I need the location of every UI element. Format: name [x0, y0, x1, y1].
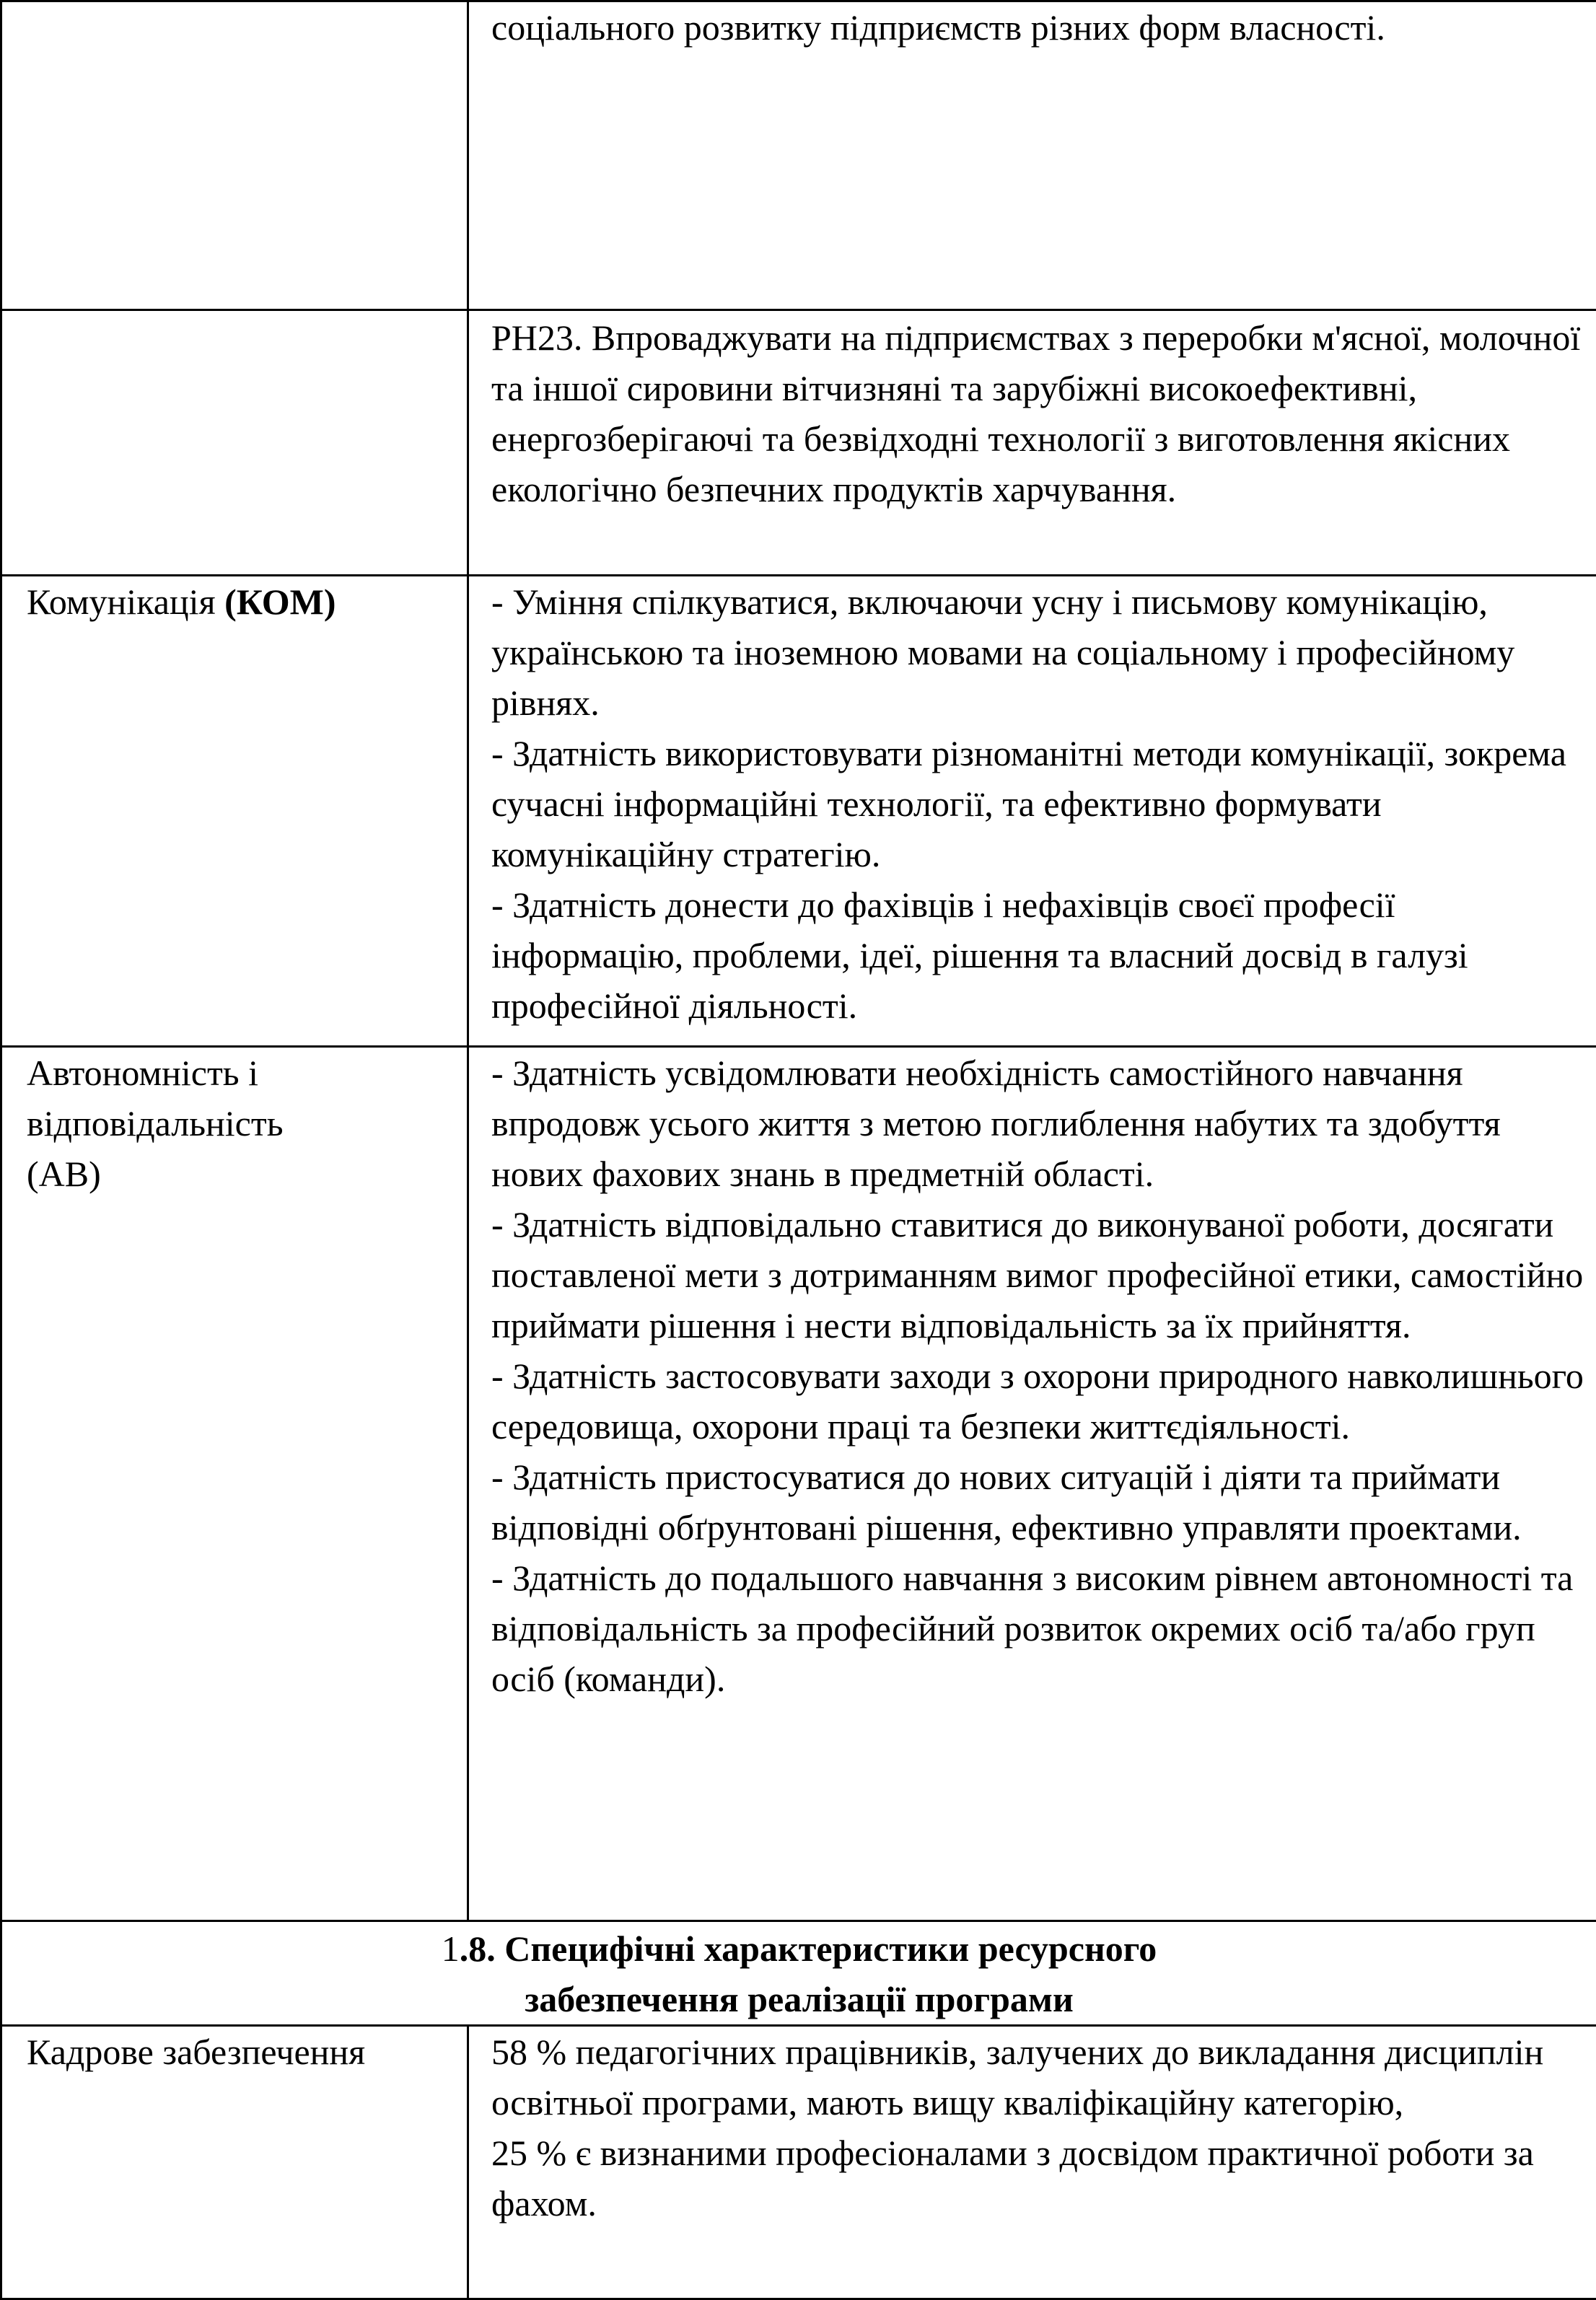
autonomy-item: - Здатність відповідально ставитися до виконуваної роботи, досягати поставленої мети з дотриманням вимог професійної етики, самостійно приймати рішення і нести відповідальність за їх прийняття.: [491, 1199, 1596, 1351]
content-paragraph: соціального розвитку підприємств різних форм власності.: [491, 2, 1593, 53]
staffing-label: Кадрове забезпечення: [1, 2026, 468, 2299]
row-label-cell: [1, 310, 468, 576]
table-row: [1, 1, 1596, 310]
staffing-item: 58 % педагогічних працівників, залучених до викладання дисциплін освітньої програми, мають вищу кваліфікаційну категорію,: [491, 2027, 1596, 2128]
staffing-item: 25 % є визнаними професіоналами з досвідом практичної роботи за фахом.: [491, 2128, 1596, 2229]
communication-item: - Здатність використовувати різноманітні методи комунікації, зокрема сучасні інформаційні технології, та ефективно формувати комунікаційну стратегію.: [491, 728, 1593, 879]
row-label-cell: [1, 1, 468, 310]
row-label-cell: [1, 576, 468, 1047]
communication-code: (КОМ): [224, 581, 336, 622]
table-row: [1, 2026, 1596, 2299]
section-header-row: [1, 1921, 1596, 2026]
section-header: [1, 1921, 1596, 2026]
communication-label: Комунікація: [27, 581, 224, 622]
row-content-cell: [468, 576, 1596, 1047]
section-title: Специфічні характеристики ресурсного: [504, 1928, 1157, 1969]
section-title-line-2: забезпечення реалізації програми: [2, 1974, 1596, 2024]
autonomy-item: - Здатність пристосуватися до нових ситуацій і діяти та приймати відповідні обґрунтовані рішення, ефективно управляти проектами.: [491, 1452, 1596, 1553]
learning-outcome-rn23: РН23. Впроваджувати на підприємствах з переробки м'ясної, молочної та іншої сировини вітчизняні та зарубіжні високоефективні, енергозберігаючі та безвідходні технології з виготовлення якісних екологічно безпечних продуктів харчування.: [491, 312, 1593, 514]
row-content-cell: [468, 2026, 1596, 2299]
autonomy-item: - Здатність застосовувати заходи з охорони природного навколишнього середовища, охорони праці та безпеки життєдіяльності.: [491, 1351, 1596, 1452]
table-row: [1, 310, 1596, 576]
communication-item: - Уміння спілкуватися, включаючи усну і письмову комунікацію, українською та іноземною мовами на соціальному і професійному рівнях.: [491, 576, 1593, 728]
section-number: .8.: [460, 1928, 496, 1969]
autonomy-item: - Здатність до подальшого навчання з високим рівнем автономності та відповідальність за професійний розвиток окремих осіб та/або груп осіб (команди).: [491, 1553, 1596, 1704]
table-row: [1, 1047, 1596, 1921]
autonomy-label-line: відповідальність: [27, 1098, 462, 1149]
section-title-line-1: [2, 1923, 1596, 1974]
autonomy-code: (АВ): [27, 1149, 462, 1199]
autonomy-label-line: Автономність і: [27, 1048, 462, 1098]
row-content-cell: [468, 310, 1596, 576]
row-content-cell: [468, 1047, 1596, 1921]
row-content-cell: [468, 1, 1596, 310]
table-row: [1, 576, 1596, 1047]
autonomy-item: - Здатність усвідомлювати необхідність самостійного навчання впродовж усього життя з метою поглиблення набутих та здобуття нових фахових знань в предметній області.: [491, 1048, 1596, 1199]
section-number-prefix: 1: [442, 1928, 460, 1969]
row-label-cell: [1, 1047, 468, 1921]
communication-item: - Здатність донести до фахівців і нефахівців своєї професії інформацію, проблеми, ідеї, рішення та власний досвід в галузі професійної діяльності.: [491, 879, 1593, 1031]
